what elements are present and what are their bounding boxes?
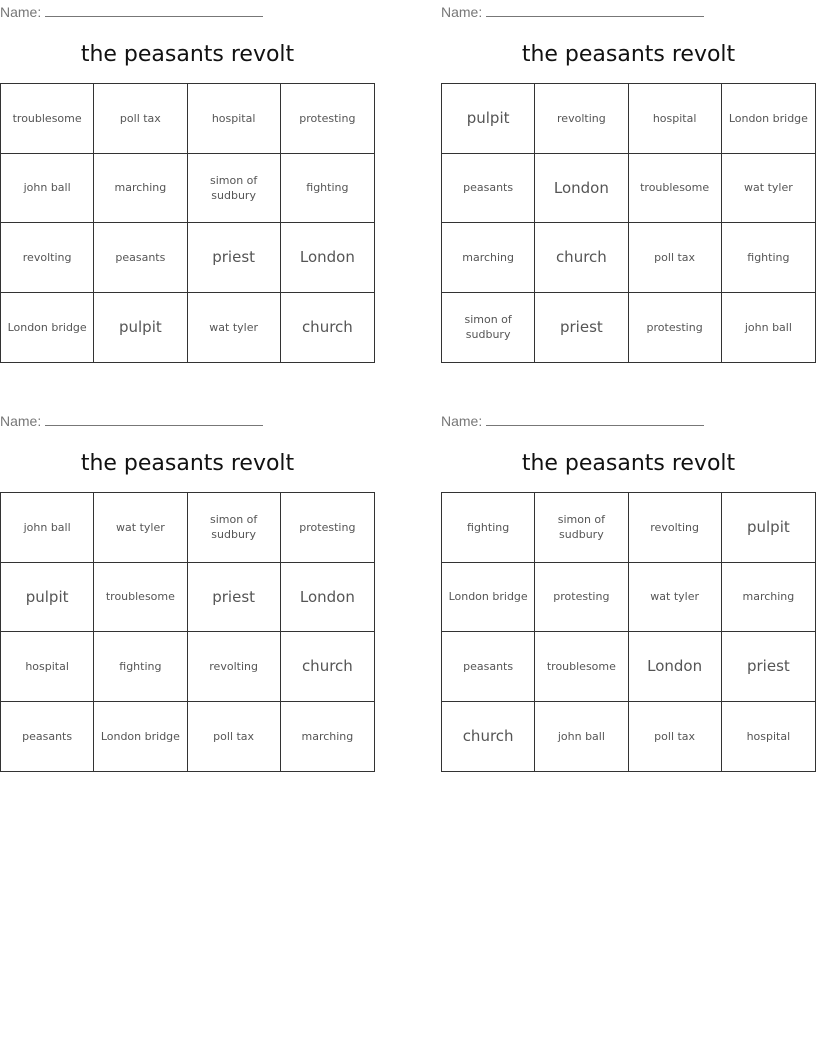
- bingo-cell: pulpit: [1, 563, 94, 633]
- card-title: the peasants revolt: [521, 42, 736, 67]
- bingo-grid: [441, 83, 816, 363]
- bingo-cell: church: [301, 318, 353, 337]
- bingo-cell: poll tax: [94, 84, 187, 154]
- name-label: Name:: [441, 413, 483, 429]
- bingo-cell: hospital: [1, 632, 94, 702]
- bingo-cell: priest: [722, 632, 815, 702]
- bingo-cell: john ball: [535, 702, 628, 772]
- bingo-cell: London bridge: [94, 702, 187, 772]
- bingo-cell: London: [535, 154, 628, 224]
- bingo-cell: London: [281, 223, 374, 293]
- bingo-cell: protesting: [535, 563, 628, 633]
- bingo-cell: revolting: [535, 84, 628, 154]
- bingo-cell: fighting: [722, 223, 815, 293]
- bingo-cell: simon of sudbury: [535, 493, 628, 563]
- bingo-cell: London bridge: [442, 563, 535, 633]
- bingo-cell: simon of sudbury: [188, 493, 281, 563]
- name-blank-line: [45, 3, 263, 17]
- bingo-cell: priest: [188, 563, 281, 633]
- bingo-cell: church: [281, 632, 374, 702]
- name-blank-line: [45, 412, 263, 426]
- bingo-grid: [441, 492, 816, 772]
- bingo-cell: troublesome: [629, 154, 722, 224]
- bingo-cell: protesting: [281, 84, 374, 154]
- bingo-cell: simon of sudbury: [188, 154, 281, 224]
- bingo-cell: marching: [94, 154, 187, 224]
- bingo-cell: hospital: [746, 729, 791, 743]
- name-field: [0, 412, 263, 429]
- bingo-cell: peasants: [94, 223, 187, 293]
- bingo-cell: john ball: [744, 320, 792, 334]
- name-blank-line: [486, 412, 704, 426]
- bingo-cell: peasants: [1, 702, 94, 772]
- bingo-cell: London bridge: [722, 84, 815, 154]
- bingo-cell: wat tyler: [629, 563, 722, 633]
- bingo-cell: revolting: [188, 632, 281, 702]
- name-blank-line: [486, 3, 704, 17]
- card-title: the peasants revolt: [80, 42, 295, 67]
- bingo-cell: peasants: [442, 154, 535, 224]
- bingo-cell: marching: [722, 563, 815, 633]
- bingo-cell: poll tax: [629, 223, 722, 293]
- name-label: Name:: [441, 4, 483, 20]
- bingo-cell: john ball: [1, 154, 94, 224]
- bingo-cell: wat tyler: [722, 154, 815, 224]
- bingo-cell: priest: [188, 223, 281, 293]
- bingo-cell: hospital: [629, 84, 722, 154]
- bingo-grid: [0, 492, 375, 772]
- card-title: the peasants revolt: [80, 451, 295, 476]
- bingo-cell: church: [442, 702, 535, 772]
- bingo-cell: troublesome: [535, 632, 628, 702]
- bingo-cell: London: [281, 563, 374, 633]
- bingo-cell: protesting: [629, 293, 722, 363]
- bingo-cell: London: [629, 632, 722, 702]
- bingo-cell: London bridge: [1, 293, 94, 363]
- bingo-cell: fighting: [281, 154, 374, 224]
- name-field: [441, 412, 704, 429]
- bingo-cell: john ball: [1, 493, 94, 563]
- name-label: Name:: [0, 4, 42, 20]
- card-title: the peasants revolt: [521, 451, 736, 476]
- bingo-cell: marching: [442, 223, 535, 293]
- bingo-cell: revolting: [1, 223, 94, 293]
- bingo-cell: poll tax: [629, 702, 722, 772]
- bingo-cell: church: [535, 223, 628, 293]
- bingo-grid: [0, 83, 375, 363]
- bingo-cell: wat tyler: [188, 293, 281, 363]
- bingo-cell: peasants: [442, 632, 535, 702]
- name-label: Name:: [0, 413, 42, 429]
- bingo-cell: wat tyler: [94, 493, 187, 563]
- bingo-cell: simon of sudbury: [442, 293, 535, 363]
- bingo-cell: poll tax: [188, 702, 281, 772]
- bingo-cell: pulpit: [442, 84, 535, 154]
- bingo-cell: revolting: [629, 493, 722, 563]
- bingo-cell: troublesome: [1, 84, 94, 154]
- bingo-cell: priest: [535, 293, 628, 363]
- bingo-cell: fighting: [442, 493, 535, 563]
- bingo-cell: pulpit: [94, 293, 187, 363]
- bingo-cell: protesting: [281, 493, 374, 563]
- bingo-cell: hospital: [188, 84, 281, 154]
- bingo-cell: marching: [301, 729, 354, 743]
- bingo-cell: pulpit: [722, 493, 815, 563]
- bingo-cell: fighting: [94, 632, 187, 702]
- bingo-cell: troublesome: [94, 563, 187, 633]
- name-field: [441, 3, 704, 20]
- name-field: [0, 3, 263, 20]
